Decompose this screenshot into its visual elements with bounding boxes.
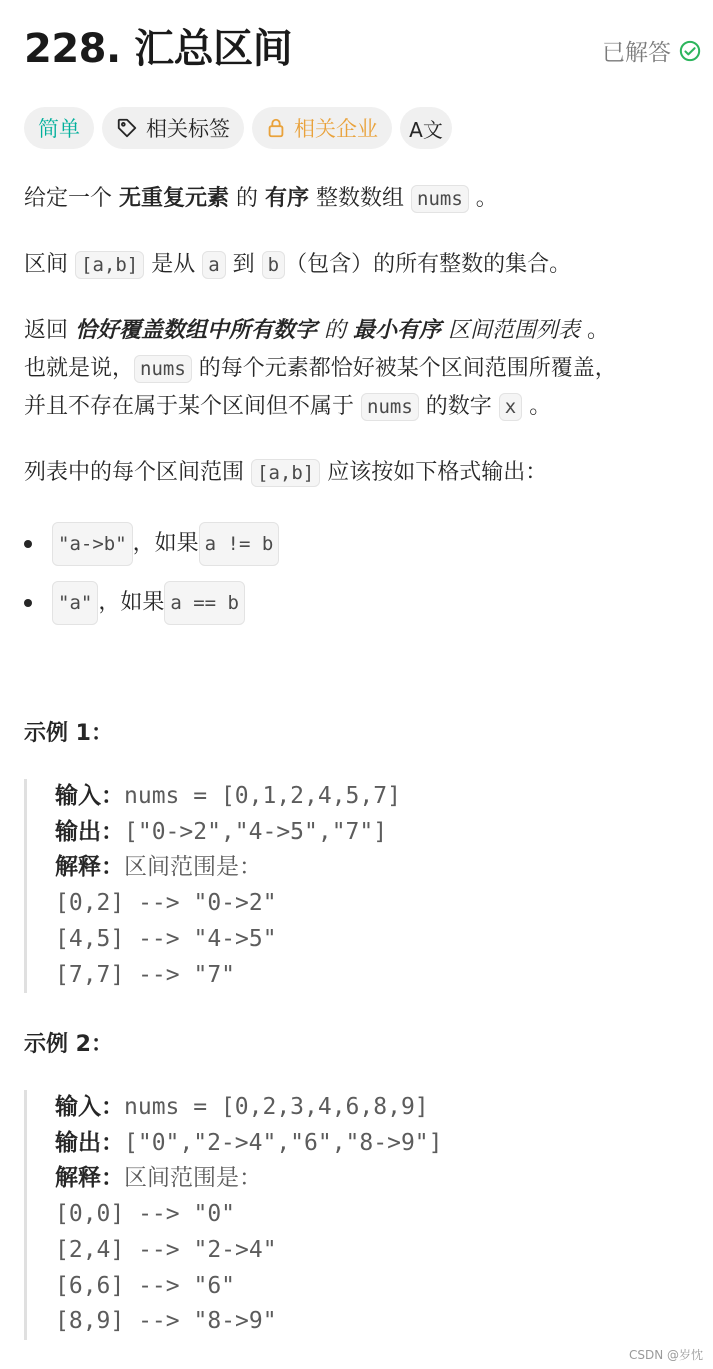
inline-code: b: [262, 251, 285, 279]
text: 。: [522, 394, 552, 419]
output-label: 输出：: [55, 1129, 124, 1156]
problem-title: 228. 汇总区间: [24, 26, 293, 72]
text: 区间: [24, 252, 75, 277]
translate-icon: A文: [409, 117, 443, 142]
companies-label: 相关企业: [294, 117, 378, 141]
input-value: nums = [0,1,2,4,5,7]: [124, 783, 401, 809]
input-label: 输入：: [55, 1094, 124, 1120]
companies-tag-button[interactable]: [252, 107, 392, 149]
text: 的: [229, 186, 266, 211]
text: ，如果: [98, 590, 165, 615]
list-item: [24, 522, 279, 566]
text: ，如果: [132, 531, 199, 556]
example-explain-line: [0,2] --> "0->2": [55, 890, 277, 917]
difficulty-tag[interactable]: [24, 107, 94, 149]
inline-code: a != b: [199, 522, 280, 566]
explain-label: 解释：: [55, 1165, 124, 1192]
emphasis: 有序: [265, 186, 310, 211]
text: 应该按如下格式输出：: [320, 460, 548, 485]
example-explain-line: [8,9] --> "8->9": [55, 1308, 277, 1335]
tag-bar: [24, 107, 452, 149]
description-p3-line1: [24, 312, 609, 350]
inline-code: a: [202, 251, 225, 279]
inline-code: [a,b]: [75, 251, 144, 279]
text: 给定一个: [24, 186, 119, 211]
example-explain-line: [6,6] --> "6": [55, 1272, 236, 1299]
inline-code: x: [499, 393, 522, 421]
topics-tag-button[interactable]: [102, 107, 244, 149]
example-explain: [55, 1161, 443, 1197]
output-value: ["0","2->4","6","8->9"]: [124, 1129, 443, 1156]
inline-code: [a,b]: [251, 459, 320, 487]
description-p3-line2: [24, 350, 617, 388]
description-p4: [24, 454, 547, 492]
bullet-dot: [24, 599, 32, 607]
text: 列表中的每个区间范围: [24, 460, 251, 485]
explain-label: 解释：: [55, 854, 124, 881]
explain-text: 区间范围是：: [124, 1165, 262, 1192]
example-output: [55, 815, 401, 851]
text: 是从: [144, 252, 203, 277]
bullet-dot: [24, 540, 32, 548]
emphasis: 无重复元素: [119, 186, 230, 211]
example-input: [55, 779, 401, 815]
description-p1: [24, 180, 498, 218]
text: 整数数组: [309, 186, 412, 211]
text: 也就是说，: [24, 356, 135, 381]
example-explain-line: [4,5] --> "4->5": [55, 925, 277, 952]
inline-code: a == b: [164, 581, 245, 625]
description-p2: [24, 246, 571, 284]
list-item: [24, 581, 245, 625]
explain-text: 区间范围是：: [124, 854, 262, 881]
check-circle-icon: [679, 40, 701, 62]
example-explain-line: [0,0] --> "0": [55, 1201, 236, 1228]
emphasis: 恰好覆盖数组中所有数字: [75, 318, 318, 343]
text: 到: [225, 252, 262, 277]
inline-code: "a->b": [52, 522, 133, 566]
input-label: 输入：: [55, 783, 124, 809]
example-1-title: 示例 1：: [24, 721, 113, 746]
emphasis: 最小有序: [353, 318, 442, 343]
example-input: [55, 1090, 443, 1126]
lock-icon: [266, 117, 286, 139]
text: 并且不存在属于某个区间但不属于: [24, 394, 361, 419]
example-output: [55, 1126, 443, 1162]
output-label: 输出：: [55, 818, 124, 845]
example-explain: [55, 850, 401, 886]
text: 区间范围列表: [441, 318, 581, 343]
inline-code: "a": [52, 581, 98, 625]
difficulty-label: 简单: [38, 117, 80, 141]
output-value: ["0->2","4->5","7"]: [124, 818, 388, 845]
solved-label: 已解答: [602, 40, 671, 66]
tag-icon: [116, 117, 138, 139]
example-2-block: [24, 1090, 443, 1340]
example-explain-line: [7,7] --> "7": [55, 961, 236, 988]
topics-label: 相关标签: [146, 117, 230, 141]
description-p3-line3: [24, 388, 551, 426]
text: 的每个元素都恰好被某个区间范围所覆盖，: [191, 356, 617, 381]
inline-code: nums: [411, 185, 469, 213]
text: （包含）的所有整数的集合。: [285, 252, 572, 277]
inline-code: nums: [361, 393, 419, 421]
input-value: nums = [0,2,3,4,6,8,9]: [124, 1094, 429, 1120]
translate-button[interactable]: [400, 107, 452, 149]
text: 返回: [24, 318, 75, 343]
text: 。: [468, 186, 498, 211]
solved-status: [602, 34, 701, 67]
inline-code: nums: [134, 355, 192, 383]
example-explain-line: [2,4] --> "2->4": [55, 1236, 277, 1263]
watermark: CSDN @岁忱: [628, 1348, 703, 1362]
text: 。: [580, 318, 610, 343]
example-1-block: [24, 779, 401, 993]
text: 的: [317, 318, 354, 343]
example-2-title: 示例 2：: [24, 1032, 113, 1057]
text: 的数字: [418, 394, 499, 419]
